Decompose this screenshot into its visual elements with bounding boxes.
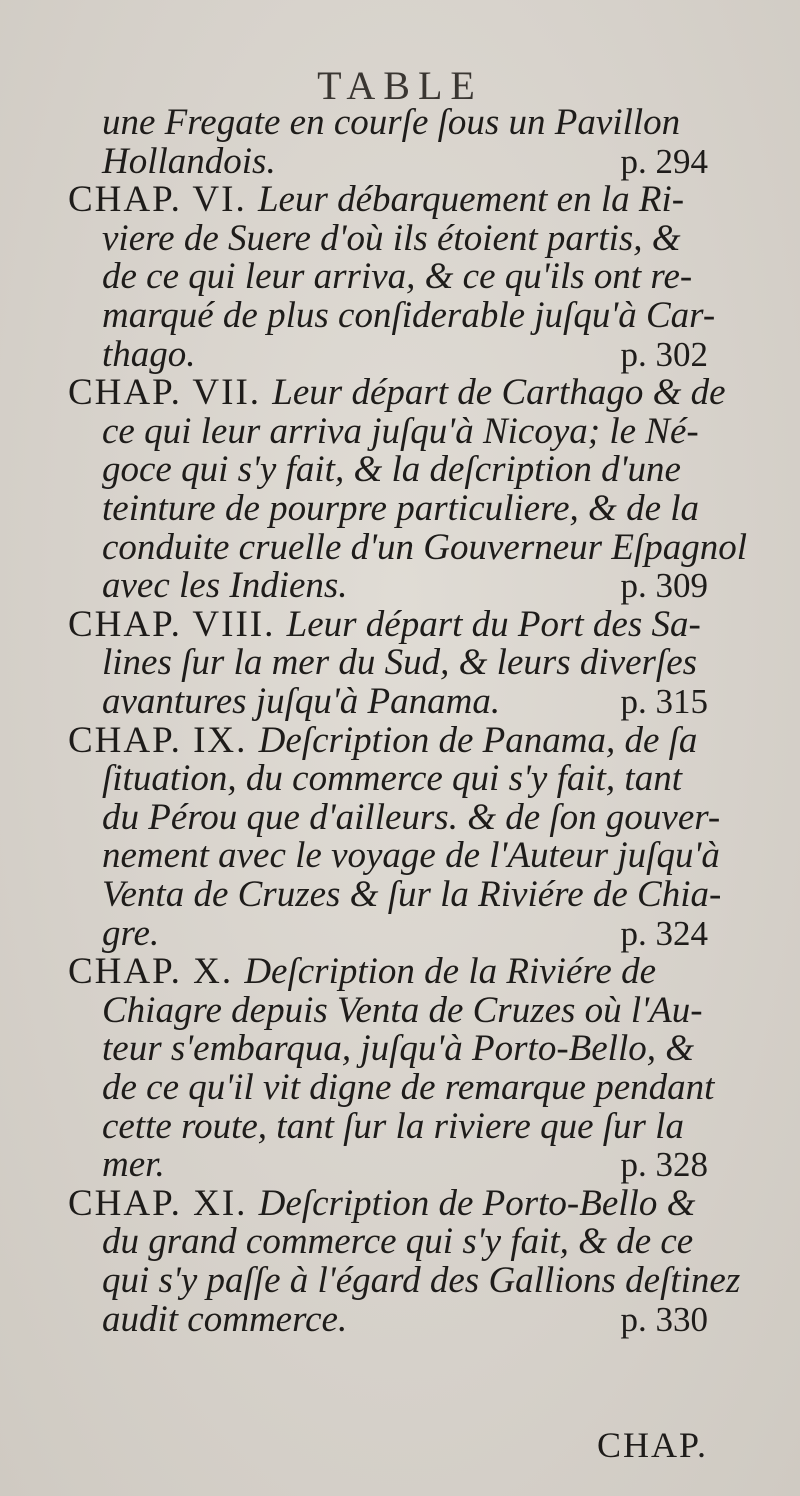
entry-text: de ce qu'il vit digne de remarque pendant <box>102 1067 715 1108</box>
entry-text: Hollandois. <box>102 140 276 182</box>
toc-line <box>102 1099 684 1155</box>
entry-text: Deſcription de la Riviére de <box>244 951 656 993</box>
entry-text: thago. <box>102 333 196 375</box>
page-reference: p. 309 <box>620 566 708 606</box>
entry-text: Deſcription de Panama, de ſa <box>258 719 698 761</box>
entry-text: teinture de pourpre particuliere, & de la <box>102 488 700 529</box>
running-header: TABLE <box>317 63 483 108</box>
chapter-number: CHAP. VI. <box>68 179 258 221</box>
page-reference: p. 302 <box>620 334 708 374</box>
entry-text: Leur départ du Port des Sa- <box>286 603 701 645</box>
entry-text: du grand commerce qui s'y fait, & de ce <box>102 1221 694 1263</box>
entry-text: nement avec le voyage de l'Auteur juſqu'à <box>102 835 720 877</box>
entry-text: Venta de Cruzes & ſur la Riviére de Chia- <box>102 874 722 915</box>
chapter-number: CHAP. X. <box>68 951 245 993</box>
page-reference: p. 324 <box>620 913 708 953</box>
page-reference: p. 294 <box>620 141 708 181</box>
entry-text: goce qui s'y fait, & la deſcription d'une <box>102 449 681 491</box>
toc-line <box>102 1292 347 1348</box>
chapter-number: CHAP. XI. <box>68 1182 259 1224</box>
entry-text: Chiagre depuis Venta de Cruzes où l'Au- <box>102 989 703 1031</box>
entry-text: Leur départ de Carthago & de <box>272 372 726 414</box>
page-reference: p. 330 <box>620 1299 708 1339</box>
chapter-number: CHAP. VII. <box>68 372 273 414</box>
entry-text: viere de Suere d'où ils étoient partis, & <box>102 217 681 259</box>
catchword: CHAP. <box>596 1425 708 1465</box>
entry-text: mer. <box>102 1144 165 1186</box>
entry-text: avec les Indiens. <box>102 565 348 607</box>
entry-text: teur s'embarqua, juſqu'à Porto-Bello, & <box>102 1028 695 1070</box>
entry-text: ſituation, du commerce qui s'y fait, tant <box>102 758 682 800</box>
page-reference: p. 328 <box>620 1145 708 1185</box>
entry-text: du Pérou que d'ailleurs. & de ſon gouver- <box>102 796 721 838</box>
entry-text: audit commerce. <box>102 1298 348 1340</box>
page-reference: p. 315 <box>620 682 708 721</box>
chapter-number: CHAP. IX. <box>68 719 259 761</box>
entry-text: qui s'y paſſe à l'égard des Gallions deſtinez <box>102 1260 741 1301</box>
entry-text: marqué de plus conſiderable juſqu'à Car- <box>102 295 716 336</box>
entry-text: gre. <box>102 912 160 954</box>
entry-text: conduite cruelle d'un Gouverneur Eſpagnol <box>102 526 747 568</box>
entry-text: lines ſur la mer du Sud, & leurs diverſes <box>102 642 698 684</box>
entry-text: Leur débarquement en la Ri- <box>257 179 685 221</box>
entry-text: avantures juſqu'à Panama. <box>102 681 501 722</box>
entry-text: cette route, tant ſur la riviere que ſur la <box>102 1105 684 1147</box>
entry-text: Deſcription de Porto-Bello & <box>258 1182 696 1224</box>
entry-text: de ce qui leur arriva, & ce qu'ils ont re- <box>102 256 693 298</box>
entry-text: ce qui leur arriva juſqu'à Nicoya; le Né- <box>102 410 699 452</box>
entry-text: une Fregate en courſe ſous un Pavillon <box>102 102 681 143</box>
chapter-number: CHAP. VIII. <box>68 603 287 645</box>
